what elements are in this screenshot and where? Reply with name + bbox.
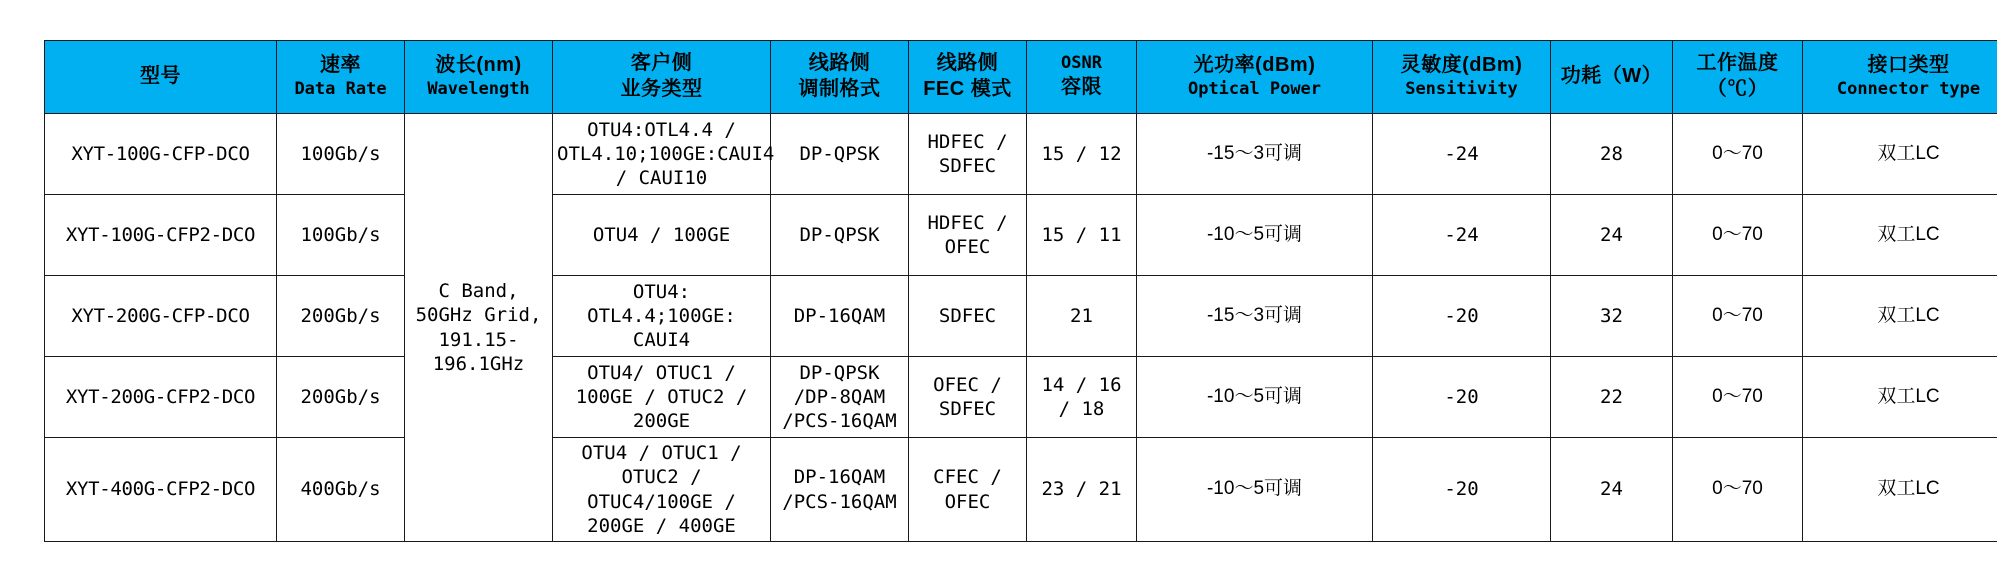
- table-row: [45, 195, 1997, 276]
- column-header-fec: [909, 41, 1027, 114]
- cell-modulation: DP-QPSK: [771, 195, 909, 276]
- cell-fec: HDFEC / SDFEC: [909, 114, 1027, 195]
- column-header-wavelength-cn: 波长(nm): [435, 54, 522, 77]
- cell-data-rate: 200Gb/s: [277, 276, 405, 357]
- cell-power-consumption: 28: [1551, 114, 1673, 195]
- cell-temperature: 0～70: [1673, 195, 1803, 276]
- column-header-modulation-cn1: 线路侧: [808, 52, 871, 75]
- column-header-sensitivity-cn: 灵敏度(dBm): [1400, 54, 1523, 77]
- table-header-row: [45, 41, 1997, 114]
- column-header-fec-cn1: 线路侧: [936, 52, 999, 75]
- cell-osnr: 23 / 21: [1027, 438, 1137, 542]
- column-header-wavelength-en: Wavelength: [427, 78, 530, 99]
- column-header-temperature-cn1: 工作温度: [1696, 52, 1779, 75]
- cell-power-consumption: 32: [1551, 276, 1673, 357]
- cell-optical-power: -15～3可调: [1137, 276, 1373, 357]
- column-header-fec-cn2: FEC 模式: [923, 78, 1012, 100]
- column-header-connector: [1803, 41, 1997, 114]
- table-body: [45, 114, 1997, 542]
- cell-temperature: 0～70: [1673, 114, 1803, 195]
- cell-model: XYT-400G-CFP2-DCO: [45, 438, 277, 542]
- cell-data-rate: 400Gb/s: [277, 438, 405, 542]
- table-row: [45, 357, 1997, 438]
- cell-modulation: DP-16QAM: [771, 276, 909, 357]
- column-header-power-consumption-cn: 功耗（W）: [1560, 65, 1663, 88]
- column-header-sensitivity-en: Sensitivity: [1405, 78, 1518, 99]
- cell-power-consumption: 24: [1551, 195, 1673, 276]
- cell-data-rate: 100Gb/s: [277, 114, 405, 195]
- cell-data-rate: 200Gb/s: [277, 357, 405, 438]
- cell-connector: 双工LC: [1803, 357, 1997, 438]
- cell-modulation: DP-QPSK /DP-8QAM /PCS-16QAM: [771, 357, 909, 438]
- cell-model: XYT-200G-CFP2-DCO: [45, 357, 277, 438]
- cell-fec: CFEC / OFEC: [909, 438, 1027, 542]
- cell-client-service: OTU4: OTL4.4;100GE: CAUI4: [553, 276, 771, 357]
- cell-temperature: 0～70: [1673, 438, 1803, 542]
- cell-model: XYT-100G-CFP-DCO: [45, 114, 277, 195]
- cell-sensitivity: -24: [1373, 195, 1551, 276]
- cell-client-service: OTU4 / 100GE: [553, 195, 771, 276]
- column-header-temperature: [1673, 41, 1803, 114]
- column-header-optical-power: [1137, 41, 1373, 114]
- cell-optical-power: -15～3可调: [1137, 114, 1373, 195]
- cell-osnr: 15 / 11: [1027, 195, 1137, 276]
- column-header-model-cn: 型号: [140, 65, 181, 88]
- column-header-data-rate-en: Data Rate: [294, 78, 387, 99]
- table-row: [45, 438, 1997, 542]
- cell-sensitivity: -20: [1373, 276, 1551, 357]
- cell-client-service: OTU4 / OTUC1 / OTUC2 / OTUC4/100GE / 200GE / 400GE: [553, 438, 771, 542]
- cell-fec: OFEC / SDFEC: [909, 357, 1027, 438]
- cell-data-rate: 100Gb/s: [277, 195, 405, 276]
- cell-optical-power: -10～5可调: [1137, 438, 1373, 542]
- cell-osnr: 21: [1027, 276, 1137, 357]
- table-header: [45, 41, 1997, 114]
- column-header-client-service-cn2: 业务类型: [620, 78, 703, 100]
- cell-model: XYT-200G-CFP-DCO: [45, 276, 277, 357]
- column-header-optical-power-cn: 光功率(dBm): [1193, 54, 1316, 77]
- cell-wavelength-merged: C Band, 50GHz Grid, 191.15-196.1GHz: [405, 114, 553, 542]
- cell-fec: SDFEC: [909, 276, 1027, 357]
- cell-power-consumption: 24: [1551, 438, 1673, 542]
- column-header-wavelength: [405, 41, 553, 114]
- column-header-temperature-cn2: （℃）: [1706, 78, 1769, 100]
- cell-modulation: DP-QPSK: [771, 114, 909, 195]
- cell-sensitivity: -24: [1373, 114, 1551, 195]
- cell-optical-power: -10～5可调: [1137, 357, 1373, 438]
- cell-temperature: 0～70: [1673, 276, 1803, 357]
- cell-connector: 双工LC: [1803, 195, 1997, 276]
- column-header-sensitivity: [1373, 41, 1551, 114]
- column-header-client-service: [553, 41, 771, 114]
- cell-connector: 双工LC: [1803, 276, 1997, 357]
- cell-modulation: DP-16QAM /PCS-16QAM: [771, 438, 909, 542]
- cell-connector: 双工LC: [1803, 114, 1997, 195]
- column-header-modulation-cn2: 调制格式: [798, 78, 881, 100]
- cell-osnr: 14 / 16 / 18: [1027, 357, 1137, 438]
- column-header-data-rate: [277, 41, 405, 114]
- optical-module-spec-table: [44, 40, 1997, 542]
- cell-sensitivity: -20: [1373, 438, 1551, 542]
- table-row: [45, 276, 1997, 357]
- column-header-optical-power-en: Optical Power: [1187, 78, 1322, 99]
- column-header-osnr: [1027, 41, 1137, 114]
- cell-client-service: OTU4:OTL4.4 / OTL4.10;100GE:CAUI4 / CAUI10: [553, 114, 771, 195]
- column-header-model: [45, 41, 277, 114]
- column-header-osnr-cn: 容限: [1061, 76, 1102, 99]
- column-header-power-consumption: [1551, 41, 1673, 114]
- cell-power-consumption: 22: [1551, 357, 1673, 438]
- column-header-osnr-en: OSNR: [1061, 53, 1102, 74]
- cell-optical-power: -10～5可调: [1137, 195, 1373, 276]
- cell-connector: 双工LC: [1803, 438, 1997, 542]
- column-header-connector-cn: 接口类型: [1867, 54, 1950, 77]
- column-header-connector-en: Connector type: [1836, 78, 1981, 99]
- spec-table-container: [44, 40, 1981, 542]
- table-row: [45, 114, 1997, 195]
- cell-fec: HDFEC / OFEC: [909, 195, 1027, 276]
- cell-osnr: 15 / 12: [1027, 114, 1137, 195]
- cell-client-service: OTU4/ OTUC1 / 100GE / OTUC2 / 200GE: [553, 357, 771, 438]
- column-header-client-service-cn1: 客户侧: [630, 52, 693, 75]
- cell-temperature: 0～70: [1673, 357, 1803, 438]
- cell-sensitivity: -20: [1373, 357, 1551, 438]
- column-header-modulation: [771, 41, 909, 114]
- cell-model: XYT-100G-CFP2-DCO: [45, 195, 277, 276]
- column-header-data-rate-cn: 速率: [320, 54, 361, 77]
